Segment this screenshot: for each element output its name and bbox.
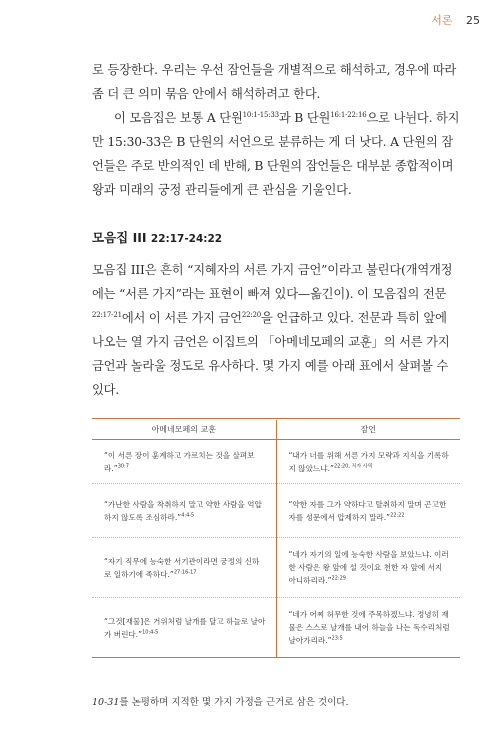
text-span: 과 B 단원 [278, 111, 331, 125]
footnote [92, 694, 460, 708]
quote-text: “이 서른 장이 훈계하고 가르치는 것을 살펴보라.” [104, 450, 255, 473]
quote-text: “약한 자를 그가 약하다고 탈취하지 말며 곤고한 자를 성문에서 압제하지 말라.” [288, 499, 447, 522]
quote-ref: 30:7 [117, 462, 129, 469]
quote-text: “네가 자기의 일에 능숙한 사람을 보았느냐. 이러한 사람은 왕 앞에 설 것이요 천한 자 앞에 서지 아니하리라.” [288, 550, 449, 585]
table-top-rule [92, 418, 460, 419]
quote-ref: 27:16-17 [173, 568, 197, 575]
paragraph-collection-iii [92, 258, 460, 402]
footnote-ref: 10-31 [92, 697, 120, 708]
quote-ref: 22:20, 저자 사역 [333, 462, 373, 469]
text-span: 모음집 III은 흔히 “지혜자의 서른 가지 금언”이라고 불린다(개역개정에는 “서른 가지”라는 표현이 빠져 있다—옮긴이). 이 모음집의 전문 [92, 263, 453, 301]
footnote-text: 를 논평하며 지적한 몇 가지 가정을 근거로 삼은 것이다. [119, 697, 349, 708]
quote-ref: 22:22 [390, 511, 405, 518]
paragraph [92, 258, 460, 402]
text-span: 으로 나뉜다. 하지만 15:30-33은 B 단원의 서언으로 분류하는 게 더 낫다. A 단원의 잠언들은 주로 반의적인 데 반해, B 단원의 잠언들은 대부분 종합적이며 왕과 미래의 궁정 관리들에게 큰 관심을 기울인다. [92, 111, 460, 197]
running-header [431, 12, 480, 28]
section-heading [92, 228, 222, 246]
quote-ref: 23:5 [331, 635, 343, 642]
quote-text: “내가 너를 위해 서른 가지 모략과 지식을 기록하지 않았느냐.” [288, 450, 449, 473]
table-cell [276, 538, 460, 598]
table-cell [276, 598, 460, 658]
quote-text: “네가 어찌 허무한 것에 주목하겠느냐. 정녕히 재물은 스스로 날개를 내어 하늘을 나는 독수리처럼 날아가리라.” [288, 610, 450, 645]
paragraph-intro [92, 58, 460, 202]
table-row [92, 598, 460, 658]
text-span: 이 모음집은 보통 A 단원 [114, 111, 243, 125]
heading-title: 모음집 III [92, 230, 147, 245]
quote-ref: 10:4-5 [142, 628, 159, 635]
table-cell [92, 598, 276, 658]
column-header: 아메네모페의 교훈 [92, 420, 276, 440]
column-header: 잠언 [276, 420, 460, 440]
paragraph-collection-ii [92, 106, 460, 202]
quote-text: “자기 직무에 능숙한 서기관이라면 궁정의 신하로 일하기에 족하다.” [104, 556, 260, 579]
paragraph-line: 로 등장한다. 우리는 우선 잠언들을 개별적으로 해석하고, 경우에 따라 [92, 63, 457, 77]
table-cell [276, 440, 460, 484]
scripture-ref: 22:20 [241, 310, 261, 319]
page-number: 25 [466, 14, 480, 27]
table-cell [92, 440, 276, 484]
table-row [92, 538, 460, 598]
paragraph-line: 좀 더 큰 의미 묶음 안에서 해석하려고 한다. [92, 87, 321, 101]
table-header-row [92, 420, 460, 440]
text-span: 에서 이 서른 가지 금언 [121, 311, 242, 325]
quote-text: “그것[재물]은 거위처럼 날개를 달고 하늘로 날아가 버린다.” [104, 616, 266, 639]
table-row [92, 440, 460, 484]
scripture-ref: 16:1-22:16 [330, 110, 367, 119]
table-cell [276, 484, 460, 538]
quote-ref: 4:4-5 [181, 511, 195, 518]
table-cell [92, 538, 276, 598]
quote-ref: 22:29 [331, 575, 346, 582]
text-span: 을 언급하고 있다. 전문과 특히 앞에 나오는 열 가지 금언은 이집트의 「아메네모페의 교훈」의 서른 가지 금언과 놀라울 정도로 유사하다. 몇 가지 예를 아래 표에서 살펴볼 수 있다. [92, 311, 450, 397]
section-name: 서론 [431, 14, 453, 27]
quote-text: “가난한 사람을 착취하지 말고 약한 사람을 억압하지 않도록 조심하라.” [104, 499, 262, 522]
table-cell [92, 484, 276, 538]
table-row [92, 484, 460, 538]
scripture-ref: 22:17-21 [92, 310, 122, 319]
scripture-ref: 10:1-15:33 [242, 110, 279, 119]
heading-reference: 22:17-24:22 [150, 233, 223, 245]
comparison-table [92, 420, 460, 658]
